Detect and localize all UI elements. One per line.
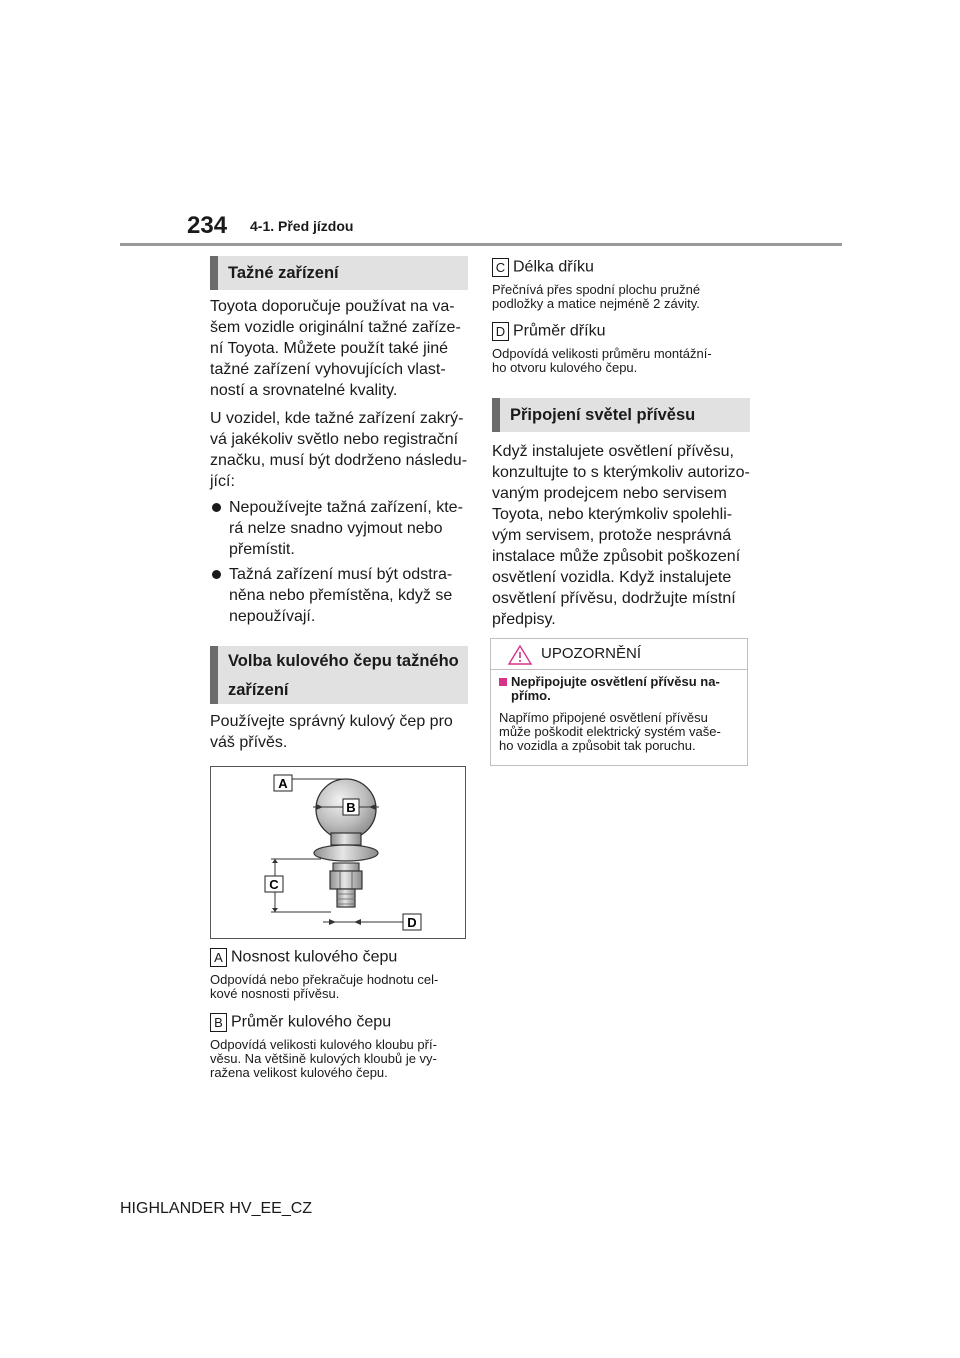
warning-box [490, 638, 748, 766]
header-rule [120, 243, 842, 246]
intro-paragraph: Toyota doporučuje používat na va- šem vozidle originální tažné zaříze- ní Toyota. Můžete použít také jiné tažné zařízení vyhovujících vlast- ností a srovnatelné kvality. [210, 298, 461, 399]
item-b-desc: Odpovídá velikosti kulového kloubu pří- věsu. Na většině kulových kloubů je vy- ražena velikost kulového čepu. [210, 1037, 437, 1080]
trailer-lights-paragraph: Když instalujete osvětlení přívěsu, konzultujte to s kterýmkoliv autorizo- vaným prodejcem nebo servisem Toyota, nebo kterýmkoliv spolehli- vým servisem, protože nesprávná instalace může způsobit poškození osvětlení vozidla. Když instalujete osvětlení přívěsu, dodržujte místní předpisy. [492, 443, 750, 628]
item-b-title: Průměr kulového čepu [231, 1013, 392, 1031]
heading-pripojeni-svetel: Připojení světel přívěsu [492, 398, 750, 432]
item-a [210, 948, 472, 1001]
section-title: 4-1. Před jízdou [250, 218, 354, 234]
key-d-box: D [492, 322, 509, 341]
washer-shape [333, 863, 359, 871]
nut-shape [330, 871, 362, 889]
figure-label-c: C [269, 877, 279, 892]
item-d-title: Průměr dříku [513, 322, 606, 340]
requirements-paragraph: U vozidel, kde tažné zařízení zakrý- vá jakékoliv světlo nebo registrační značku, musí být dodrženo následu- jící: [210, 410, 468, 490]
key-a-box: A [210, 948, 227, 967]
bullet-dot-icon [212, 503, 221, 512]
key-b-box: B [210, 1013, 227, 1032]
figure-label-b: B [346, 800, 356, 815]
item-c-title: Délka dříku [513, 258, 594, 276]
warning-title: UPOZORNĚNÍ [541, 645, 642, 662]
flange-shape [314, 845, 378, 861]
item-d [492, 322, 754, 375]
tow-ball-figure [210, 766, 466, 939]
bullet-item: Nepoužívejte tažná zařízení, kte- rá nelze snadno vyjmout nebo přemístit. [212, 497, 470, 560]
bullet-dot-icon [212, 570, 221, 579]
warning-text: Napřímo připojené osvětlení přívěsu může poškodit elektrický systém vaše- ho vozidla a způsobit tak poruchu. [499, 710, 721, 753]
warning-header [491, 639, 747, 670]
figure-label-d: D [407, 915, 417, 930]
key-c-box: C [492, 258, 509, 277]
item-c [492, 258, 754, 311]
heading-tazne-zarizeni: Tažné zařízení [210, 256, 468, 290]
item-b [210, 1013, 472, 1080]
warning-square-icon [499, 678, 507, 686]
ball-neck-shape [331, 833, 361, 845]
ball-mount-paragraph: Používejte správný kulový čep pro váš přívěs. [210, 713, 453, 751]
warning-subhead: Nepřipojujte osvětlení přívěsu na- přímo. [499, 675, 743, 703]
item-a-title: Nosnost kulového čepu [231, 948, 398, 966]
item-d-desc: Odpovídá velikosti průměru montážní- ho otvoru kulového čepu. [492, 346, 712, 375]
bullet-item: Tažná zařízení musí být odstra- něna nebo přemístěna, když se nepoužívají. [212, 564, 470, 627]
figure-label-a: A [278, 776, 288, 791]
footer-model: HIGHLANDER HV_EE_CZ [120, 1200, 313, 1217]
warning-triangle-icon [507, 644, 533, 666]
tow-ball-illustration [211, 767, 465, 938]
item-c-desc: Přečnívá přes spodní plochu pružné podložky a matice nejméně 2 závity. [492, 282, 701, 311]
heading-volba-kuloveho-cepu: Volba kulového čepu tažného zařízení [210, 646, 468, 704]
item-a-desc: Odpovídá nebo překračuje hodnotu cel- kové nosnosti přívěsu. [210, 972, 439, 1001]
page-number: 234 [187, 212, 228, 239]
